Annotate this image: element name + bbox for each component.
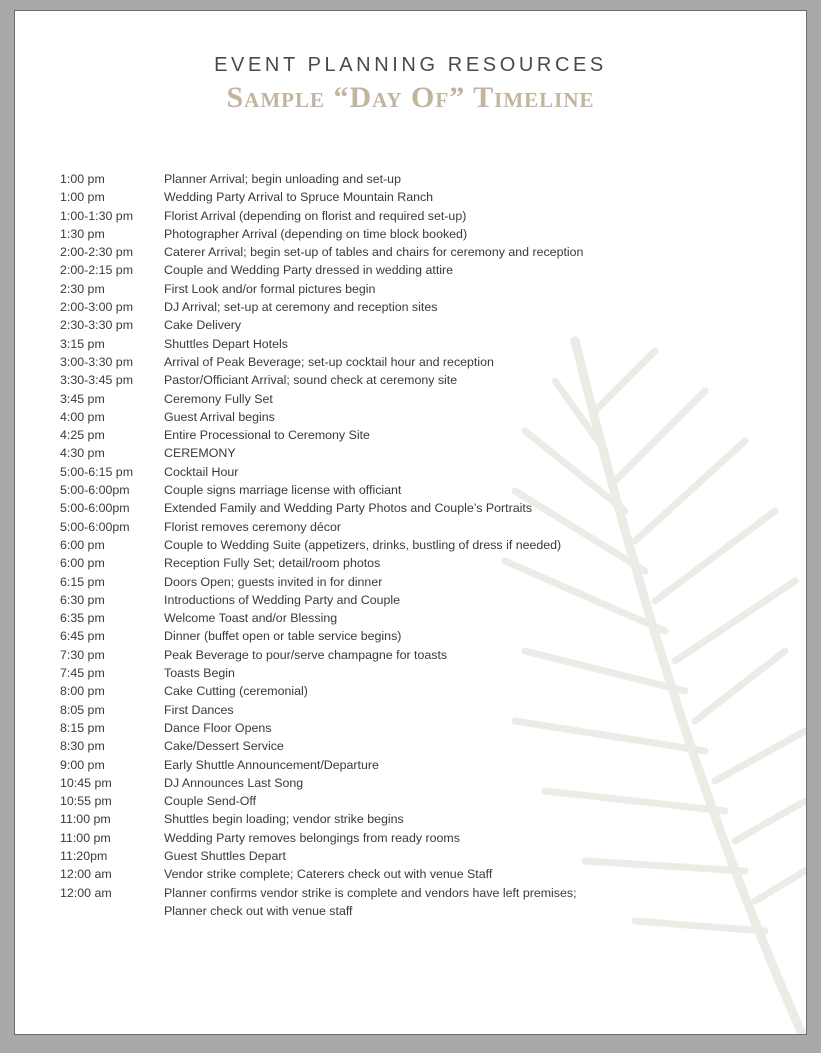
timeline-description: Wedding Party removes belongings from ready rooms xyxy=(164,830,460,845)
timeline-time: 3:15 pm xyxy=(60,336,105,351)
timeline-description: Planner confirms vendor strike is complete and vendors have left premises; xyxy=(164,885,577,900)
timeline-row xyxy=(60,865,583,883)
timeline-description: Cake Cutting (ceremonial) xyxy=(164,684,308,699)
timeline-description: Shuttles Depart Hotels xyxy=(164,336,288,351)
timeline-description: Couple Send-Off xyxy=(164,794,257,809)
timeline-time: 11:00 pm xyxy=(60,812,111,827)
timeline-description: Reception Fully Set; detail/room photos xyxy=(164,556,381,571)
timeline-row xyxy=(60,646,583,664)
timeline-description: Photographer Arrival (depending on time block booked) xyxy=(164,226,468,241)
timeline-time: 8:30 pm xyxy=(60,739,105,754)
timeline-description: Ceremony Fully Set xyxy=(164,391,273,406)
timeline-description: Dance Floor Opens xyxy=(164,720,272,735)
timeline-row xyxy=(60,682,583,700)
timeline-row xyxy=(60,390,583,408)
timeline-time: 2:00-2:30 pm xyxy=(60,245,134,260)
timeline-time: 5:00-6:00pm xyxy=(60,483,130,498)
timeline-row xyxy=(60,664,583,682)
timeline-time: 8:05 pm xyxy=(60,702,105,717)
timeline-row xyxy=(60,591,583,609)
timeline-description: Introductions of Wedding Party and Couple xyxy=(164,592,401,607)
timeline-description: Planner Arrival; begin unloading and set-up xyxy=(164,172,401,186)
timeline-description: DJ Arrival; set-up at ceremony and reception sites xyxy=(164,300,438,315)
timeline-row xyxy=(60,298,583,316)
timeline-row xyxy=(60,261,583,279)
timeline-row xyxy=(60,225,583,243)
timeline-description: Doors Open; guests invited in for dinner xyxy=(164,574,383,589)
page-title: Sample “Day Of” Timeline xyxy=(226,81,595,114)
timeline-description: Vendor strike complete; Caterers check out with venue Staff xyxy=(164,867,493,882)
timeline-time: 2:30 pm xyxy=(60,281,105,296)
timeline-time xyxy=(60,902,164,920)
timeline-row xyxy=(60,609,583,627)
timeline-description: Couple to Wedding Suite (appetizers, drinks, bustling of dress if needed) xyxy=(164,537,562,552)
timeline-row xyxy=(60,444,583,462)
timeline-time: 6:15 pm xyxy=(60,574,105,589)
timeline-description: Peak Beverage to pour/serve champagne for toasts xyxy=(164,647,448,662)
document-page xyxy=(14,10,807,1035)
timeline-description: Guest Shuttles Depart xyxy=(164,848,286,863)
timeline-description: Couple and Wedding Party dressed in wedding attire xyxy=(164,263,454,278)
timeline-row xyxy=(60,518,583,536)
timeline-time: 6:35 pm xyxy=(60,611,105,626)
timeline-row xyxy=(60,829,583,847)
timeline-description: Caterer Arrival; begin set-up of tables and chairs for ceremony and reception xyxy=(164,245,584,260)
timeline-description: First Dances xyxy=(164,702,234,717)
timeline-description: Entire Processional to Ceremony Site xyxy=(164,428,370,443)
timeline-time: 8:15 pm xyxy=(60,720,105,735)
timeline-time: 3:30-3:45 pm xyxy=(60,373,134,388)
timeline-row xyxy=(60,499,583,517)
timeline-row xyxy=(60,280,583,298)
timeline-description: Early Shuttle Announcement/Departure xyxy=(164,757,379,772)
timeline-row xyxy=(60,554,583,572)
timeline-description: Wedding Party Arrival to Spruce Mountain Ranch xyxy=(164,190,434,205)
timeline-description: First Look and/or formal pictures begin xyxy=(164,281,376,296)
timeline-time: 6:30 pm xyxy=(60,592,105,607)
timeline-time: 11:20pm xyxy=(60,848,108,863)
timeline-row xyxy=(60,719,583,737)
timeline-time: 7:45 pm xyxy=(60,666,105,681)
timeline-row xyxy=(60,243,583,261)
timeline-row xyxy=(60,902,583,920)
timeline-time: 5:00-6:00pm xyxy=(60,519,130,534)
timeline-row xyxy=(60,884,583,902)
timeline-row xyxy=(60,774,583,792)
timeline-description: Extended Family and Wedding Party Photos and Couple’s Portraits xyxy=(164,501,533,516)
timeline-time: 10:55 pm xyxy=(60,794,112,809)
timeline-row xyxy=(60,353,583,371)
timeline-time: 12:00 am xyxy=(60,885,112,900)
timeline-description: Cake/Dessert Service xyxy=(164,739,284,754)
timeline-time: 3:45 pm xyxy=(60,391,105,406)
timeline-time: 3:00-3:30 pm xyxy=(60,354,134,369)
timeline-row xyxy=(60,207,583,225)
timeline-description: CEREMONY xyxy=(164,446,236,461)
timeline-row xyxy=(60,810,583,828)
timeline-row xyxy=(60,573,583,591)
timeline-time: 6:00 pm xyxy=(60,556,105,571)
timeline-row xyxy=(60,701,583,719)
timeline-time: 2:00-3:00 pm xyxy=(60,300,134,315)
timeline-time: 2:30-3:30 pm xyxy=(60,318,134,333)
timeline-row xyxy=(60,847,583,865)
timeline-time: 4:25 pm xyxy=(60,428,105,443)
timeline-time: 5:00-6:15 pm xyxy=(60,464,134,479)
timeline-description: Florist removes ceremony décor xyxy=(164,519,341,534)
timeline-row xyxy=(60,316,583,334)
timeline-row xyxy=(60,170,583,188)
timeline-row xyxy=(60,408,583,426)
timeline-time: 8:00 pm xyxy=(60,684,105,699)
timeline-description: Cake Delivery xyxy=(164,318,242,333)
timeline-time: 9:00 pm xyxy=(60,757,105,772)
timeline-row xyxy=(60,627,583,645)
timeline-row xyxy=(60,792,583,810)
timeline-row xyxy=(60,188,583,206)
timeline-time: 4:30 pm xyxy=(60,446,105,461)
timeline-row xyxy=(60,426,583,444)
timeline-time: 6:45 pm xyxy=(60,629,105,644)
timeline-description: Couple signs marriage license with officiant xyxy=(164,483,402,498)
timeline-list xyxy=(60,170,583,920)
timeline-row xyxy=(60,756,583,774)
timeline-time: 5:00-6:00pm xyxy=(60,501,130,516)
timeline-row xyxy=(60,463,583,481)
timeline-description: Pastor/Officiant Arrival; sound check at ceremony site xyxy=(164,373,458,388)
timeline-time: 4:00 pm xyxy=(60,409,105,424)
timeline-time: 11:00 pm xyxy=(60,830,111,845)
timeline-description: Cocktail Hour xyxy=(164,464,239,479)
timeline-time: 12:00 am xyxy=(60,867,112,882)
timeline-description: Shuttles begin loading; vendor strike begins xyxy=(164,812,404,827)
timeline-description: Planner check out with venue staff xyxy=(164,903,353,918)
timeline-description: Toasts Begin xyxy=(164,666,235,681)
timeline-row xyxy=(60,335,583,353)
timeline-row xyxy=(60,737,583,755)
timeline-time: 2:00-2:15 pm xyxy=(60,263,134,278)
timeline-description: Welcome Toast and/or Blessing xyxy=(164,611,338,626)
timeline-description: Arrival of Peak Beverage; set-up cocktail hour and reception xyxy=(164,354,494,369)
timeline-time: 6:00 pm xyxy=(60,537,105,552)
timeline-row xyxy=(60,481,583,499)
timeline-time: 1:00 pm xyxy=(60,190,105,205)
timeline-description: DJ Announces Last Song xyxy=(164,775,304,790)
timeline-row xyxy=(60,536,583,554)
timeline-row xyxy=(60,371,583,389)
timeline-description: Dinner (buffet open or table service begins) xyxy=(164,629,402,644)
timeline-description: Florist Arrival (depending on florist and required set-up) xyxy=(164,208,467,223)
timeline-time: 7:30 pm xyxy=(60,647,105,662)
eyebrow-heading: EVENT PLANNING RESOURCES xyxy=(214,54,607,76)
timeline-time: 1:00 pm xyxy=(60,172,105,186)
timeline-time: 10:45 pm xyxy=(60,775,112,790)
timeline-description: Guest Arrival begins xyxy=(164,409,275,424)
timeline-time: 1:00-1:30 pm xyxy=(60,208,134,223)
timeline-time: 1:30 pm xyxy=(60,226,105,241)
